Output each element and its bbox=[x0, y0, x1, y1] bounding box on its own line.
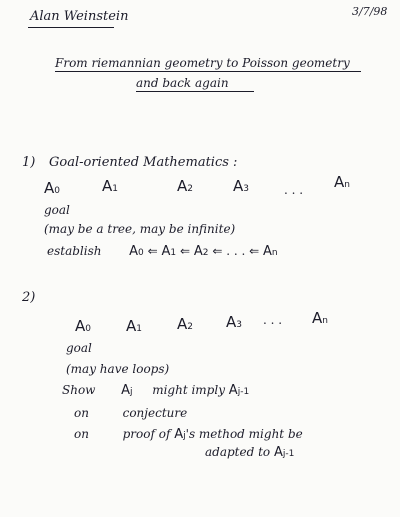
on-proof-line: on proof of Aj's method might be bbox=[74, 427, 303, 442]
bleed-through-mark bbox=[300, 18, 303, 28]
establish-line bbox=[47, 245, 278, 258]
goal-label: goal bbox=[66, 341, 92, 355]
chain-term: An bbox=[263, 244, 278, 259]
goal-label: goal bbox=[44, 203, 70, 217]
section-1-number: 1) bbox=[22, 155, 36, 170]
chain-term: A0 bbox=[129, 244, 144, 259]
chain-dots: . . . bbox=[226, 244, 246, 258]
show-label: Show bbox=[62, 383, 96, 397]
date: 3/7/98 bbox=[352, 5, 388, 18]
sequence-term: An bbox=[312, 309, 328, 327]
section-2-note: (may have loops) bbox=[66, 362, 170, 376]
sequence-term: A0 bbox=[75, 317, 91, 335]
sequence-term: A3 bbox=[233, 177, 249, 195]
title-line-2: and back again bbox=[136, 76, 229, 90]
sequence-term: A2 bbox=[177, 177, 193, 195]
section-1-heading: Goal-oriented Mathematics : bbox=[49, 155, 238, 170]
sequence-term: A1 bbox=[126, 317, 142, 335]
show-text: might imply bbox=[152, 383, 225, 397]
section-2-number: 2) bbox=[22, 290, 36, 305]
on-label: on bbox=[74, 406, 89, 420]
author-name: Alan Weinstein bbox=[30, 9, 129, 24]
section-1-note: (may be a tree, may be infinite) bbox=[44, 222, 236, 236]
establish-label: establish bbox=[47, 244, 102, 258]
title-underline-2 bbox=[136, 91, 254, 92]
implied-by-arrow: ⇐ bbox=[212, 244, 223, 258]
implied-by-arrow: ⇐ bbox=[179, 244, 191, 258]
chain-term: A1 bbox=[161, 244, 177, 259]
sequence-term: A2 bbox=[177, 315, 193, 333]
implied-by-arrow: ⇐ bbox=[249, 244, 260, 258]
title-line-1: From riemannian geometry to Poisson geometry bbox=[55, 56, 350, 70]
implied-by-arrow: ⇐ bbox=[147, 244, 158, 258]
sequence-term: A0 bbox=[44, 179, 60, 197]
sequence-ellipsis: . . . bbox=[284, 183, 304, 197]
sequence-term: A1 bbox=[102, 177, 118, 195]
adapted-line: adapted to Aj-1 bbox=[205, 445, 295, 460]
title-underline-1 bbox=[55, 71, 361, 72]
conjecture-text: conjecture bbox=[122, 406, 188, 420]
show-line: Show Aj might imply Aj-1 bbox=[62, 383, 250, 398]
sequence-term: A3 bbox=[226, 313, 242, 331]
chain-term: A2 bbox=[193, 244, 209, 259]
author-underline bbox=[28, 27, 114, 28]
on-conjecture-line bbox=[74, 407, 187, 419]
sequence-ellipsis: . . . bbox=[263, 313, 283, 327]
sequence-term: An bbox=[334, 173, 350, 191]
on-label: on bbox=[74, 427, 89, 441]
